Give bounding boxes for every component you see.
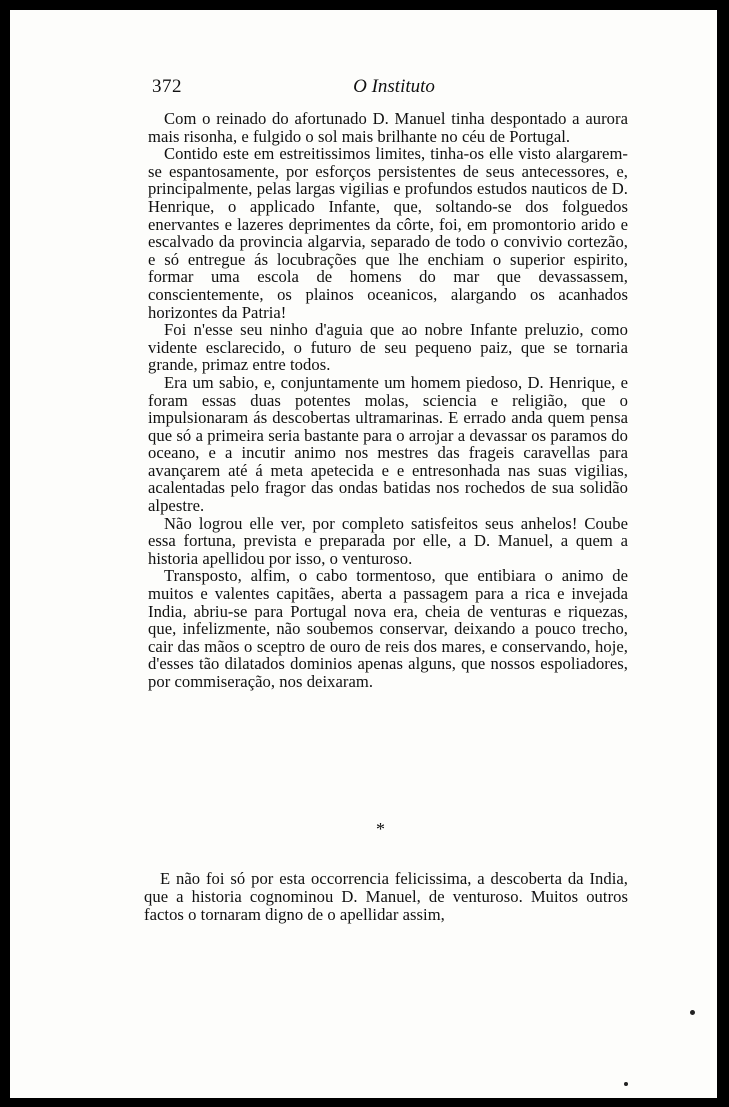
page-number: 372 bbox=[152, 76, 182, 97]
paper-speck bbox=[690, 1010, 695, 1015]
paragraph: Contido este em estreitissimos limites, tinha-os elle visto alargarem-se espantosamente, por esforços persistentes de seus antecessores, e, principalmente, pelas largas vigilias e profundos estudos nauticos de D. Henrique, o applicado Infante, que, soltando-se dos folguedos enervantes e lazeres deprimentes da côrte, foi, em promontorio arido e escalvado da provincia algarvia, separado de todo o convivio cortezão, e só entregue ás locubrações que lhe enchiam o superior espirito, formar uma escola de homens do mar que devassassem, conscientemente, os plainos oceanicos, alargando os acanhados horizontes da Patria! bbox=[148, 144, 628, 322]
paper-speck bbox=[624, 1082, 628, 1086]
paragraph: E não foi só por esta occorrencia felicissima, a descoberta da India, que a historia cognominou D. Manuel, de venturoso. Muitos outros factos o tornaram digno de o apellidar assim, bbox=[144, 869, 628, 924]
paragraph: Não logrou elle ver, por completo satisfeitos seus anhelos! Coube essa fortuna, prevista e preparada por elle, a D. Manuel, a quem a historia apellidou por isso, o venturoso. bbox=[148, 513, 628, 568]
main-text bbox=[148, 110, 628, 691]
page-header bbox=[152, 76, 636, 102]
continued-text bbox=[144, 870, 628, 923]
section-separator-asterisk: * bbox=[376, 819, 385, 839]
paragraph: Foi n'esse seu ninho d'aguia que ao nobre Infante preluzio, como vidente esclarecido, o futuro de seu pequeno paiz, que se tornaria grande, primaz entre todos. bbox=[148, 320, 628, 375]
paragraph: Transposto, alfim, o cabo tormentoso, que entibiara o animo de muitos e valentes capitães, aberta a passagem para a rica e invejada India, abriu-se para Portugal nova era, cheia de venturas e riquezas, que, infelizmente, não soubemos conservar, deixando a pouco trecho, cair das mãos o sceptro de ouro de reis dos mares, e conservando, hoje, d'esses tão dilatados dominios apenas alguns, que nossos espoliadores, por commiseração, nos deixaram. bbox=[148, 566, 628, 691]
paragraph: Era um sabio, e, conjuntamente um homem piedoso, D. Henrique, e foram essas duas potentes molas, sciencia e religião, que o impulsionaram ás descobertas ultramarinas. E errado anda quem pensa que só a primeira seria bastante para o arrojar a devassar os paramos do oceano, e a incutir animo nos mestres das frageis caravellas para avançarem até á meta apetecida e e entresonhada nas suas vigilias, acalentadas pelo fragor das ondas batidas nos rochedos de sua solidão alpestre. bbox=[148, 372, 628, 516]
paragraph: Com o reinado do afortunado D. Manuel tinha despontado a aurora mais risonha, e fulgido o sol mais brilhante no céu de Portugal. bbox=[148, 109, 628, 146]
running-title: O Instituto bbox=[353, 76, 435, 97]
